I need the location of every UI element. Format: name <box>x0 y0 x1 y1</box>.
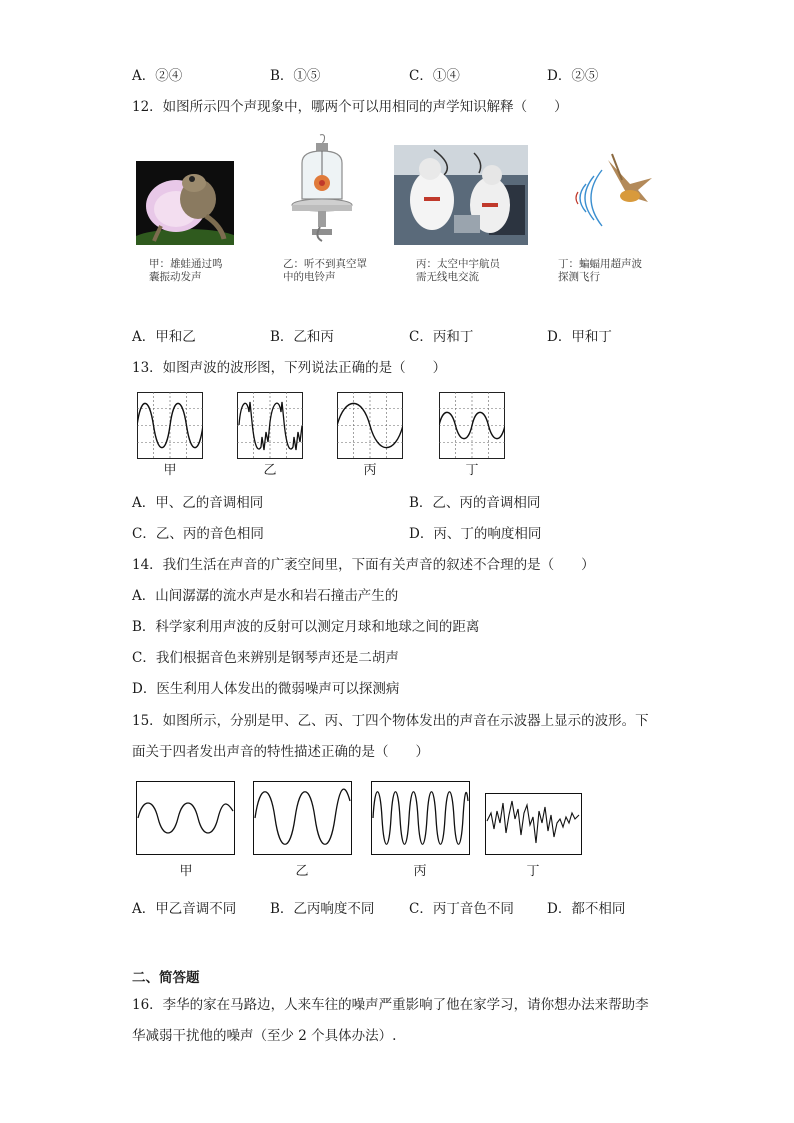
section-title: 二、简答题 <box>132 970 200 986</box>
q11-option-d: D．②⑤ <box>547 68 599 84</box>
q13-label-yi: 乙 <box>263 463 277 478</box>
q15-label-bing: 丙 <box>413 864 427 879</box>
q15-option-c: C．丙丁音色不同 <box>409 901 514 917</box>
bat-picture <box>572 150 656 246</box>
q16-line2: 华减弱干扰他的噪声（至少 2 个具体办法）. <box>132 1028 397 1044</box>
q15-option-d: D．都不相同 <box>547 901 626 917</box>
q13-waveform-jia <box>137 392 203 459</box>
q14-option-c: C．我们根据音色来辨别是钢琴声还是二胡声 <box>132 650 399 666</box>
q15-stem-line2: 面关于四者发出声音的特性描述正确的是（ ） <box>132 744 429 760</box>
q13-option-d: D．丙、丁的响度相同 <box>409 526 542 542</box>
q12-stem: 12．如图所示四个声现象中，哪两个可以用相同的声学知识解释（ ） <box>132 99 568 115</box>
q13-label-bing: 丙 <box>363 463 377 478</box>
q13-stem: 13．如图声波的波形图，下列说法正确的是（ ） <box>132 360 447 376</box>
q14-option-a: A．山间潺潺的流水声是水和岩石撞击产生的 <box>132 588 399 604</box>
q13-option-b: B．乙、丙的音调相同 <box>409 495 541 511</box>
bell-jar-picture <box>290 133 354 245</box>
q12-option-d: D．甲和丁 <box>547 329 612 345</box>
q12-option-a: A．甲和乙 <box>132 329 196 345</box>
q13-option-a: A．甲、乙的音调相同 <box>132 495 264 511</box>
q14-option-b: B．科学家利用声波的反射可以测定月球和地球之间的距离 <box>132 619 480 635</box>
q15-waveform-bing <box>371 781 470 855</box>
q16-line1: 16．李华的家在马路边，人来车往的噪声严重影响了他在家学习，请你想办法来帮助李 <box>132 997 649 1013</box>
q13-waveform-ding <box>439 392 505 459</box>
q13-waveform-bing <box>337 392 403 459</box>
q15-option-b: B．乙丙响度不同 <box>270 901 375 917</box>
q14-option-d: D．医生利用人体发出的微弱噪声可以探测病 <box>132 681 400 697</box>
q14-stem: 14．我们生活在声音的广袤空间里，下面有关声音的叙述不合理的是（ ） <box>132 557 595 573</box>
caption-bell-jar: 乙：听不到真空罩 中的电铃声 <box>283 258 367 283</box>
astronauts-picture <box>394 145 528 245</box>
q15-label-ding: 丁 <box>526 864 540 879</box>
q11-option-b: B．①⑤ <box>270 68 321 84</box>
q15-waveform-yi <box>253 781 352 855</box>
q13-label-jia: 甲 <box>163 463 177 478</box>
q13-waveform-yi <box>237 392 303 459</box>
caption-bat: 丁：蝙蝠用超声波 探测飞行 <box>558 258 642 283</box>
q13-label-ding: 丁 <box>465 463 479 478</box>
q15-label-yi: 乙 <box>295 864 309 879</box>
q15-waveform-ding <box>485 793 582 855</box>
q15-stem-line1: 15．如图所示，分别是甲、乙、丙、丁四个物体发出的声音在示波器上显示的波形。下 <box>132 713 649 729</box>
q15-label-jia: 甲 <box>179 864 193 879</box>
q12-option-c: C．丙和丁 <box>409 329 474 345</box>
q11-option-a: A．②④ <box>132 68 183 84</box>
q12-option-b: B．乙和丙 <box>270 329 334 345</box>
caption-frog: 甲：雄蛙通过鸣 囊振动发声 <box>149 258 223 283</box>
caption-astronauts: 丙：太空中宇航员 需无线电交流 <box>416 258 500 283</box>
q15-option-a: A．甲乙音调不同 <box>132 901 237 917</box>
frog-picture <box>136 161 234 245</box>
q13-option-c: C．乙、丙的音色相同 <box>132 526 264 542</box>
q11-option-c: C．①④ <box>409 68 460 84</box>
q15-waveform-jia <box>136 781 235 855</box>
